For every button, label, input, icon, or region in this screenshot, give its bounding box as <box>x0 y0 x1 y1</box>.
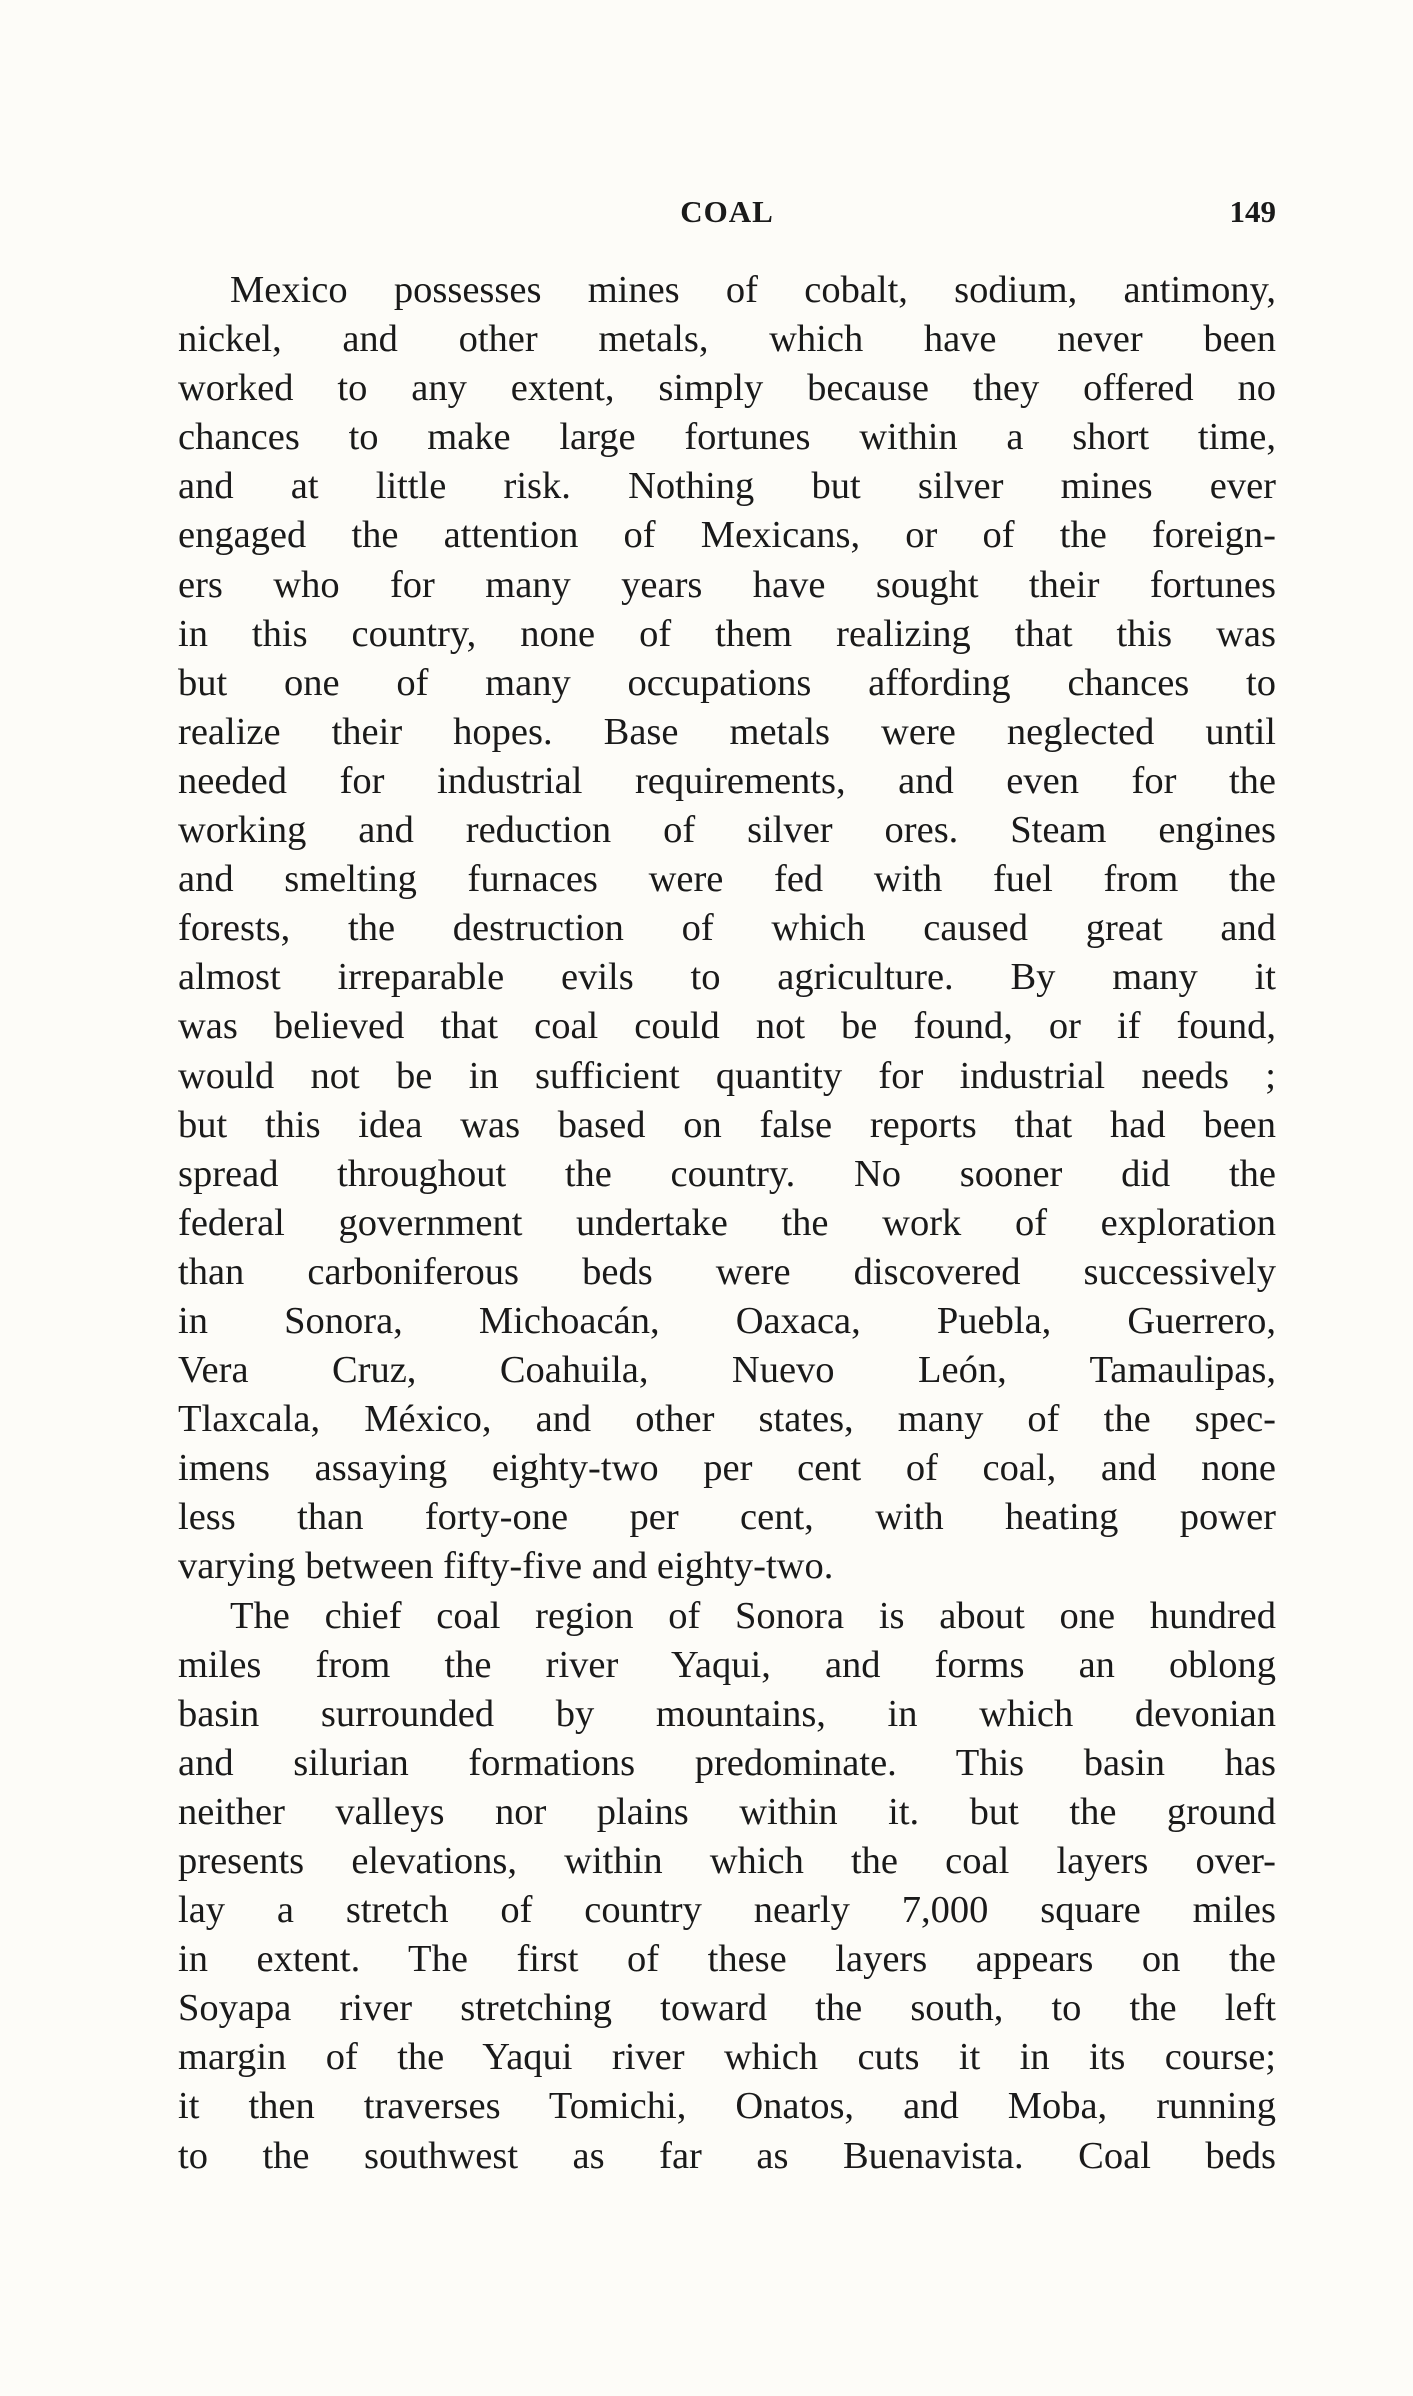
text-line: almost irreparable evils to agriculture. By many it <box>178 956 1276 999</box>
text-line: miles from the river Yaqui, and forms an oblong <box>178 1643 1276 1686</box>
paragraph-2 <box>178 1592 1276 2181</box>
text-line: realize their hopes. Base metals were neglected until <box>178 710 1276 753</box>
text-line: margin of the Yaqui river which cuts it in its course; <box>178 2036 1276 2079</box>
text-line: Vera Cruz, Coahuila, Nuevo León, Tamaulipas, <box>178 1349 1276 1392</box>
text-line: Soyapa river stretching toward the south, to the left <box>178 1987 1276 2030</box>
text-line: lay a stretch of country nearly 7,000 square miles <box>178 1889 1276 1932</box>
text-line: Tlaxcala, México, and other states, many of the spec- <box>178 1398 1276 1441</box>
page-number: 149 <box>1229 194 1276 229</box>
text-line: and smelting furnaces were fed with fuel from the <box>178 858 1276 901</box>
text-line: it then traverses Tomichi, Onatos, and Moba, running <box>178 2085 1276 2128</box>
text-line: but this idea was based on false reports that had been <box>178 1103 1276 1146</box>
text-line: working and reduction of silver ores. Steam engines <box>178 809 1276 852</box>
text-line: in this country, none of them realizing that this was <box>178 612 1276 655</box>
text-line: basin surrounded by mountains, in which devonian <box>178 1692 1276 1735</box>
text-line: The chief coal region of Sonora is about one hundred <box>230 1594 1276 1637</box>
text-line: engaged the attention of Mexicans, or of the foreign- <box>178 514 1276 557</box>
text-line: would not be in sufficient quantity for industrial needs ; <box>178 1054 1276 1097</box>
text-line: to the southwest as far as Buenavista. Coal beds <box>178 2134 1276 2177</box>
body-text <box>178 266 1276 2181</box>
text-line: spread throughout the country. No sooner did the <box>178 1152 1276 1195</box>
text-line: in Sonora, Michoacán, Oaxaca, Puebla, Guerrero, <box>178 1299 1276 1342</box>
paragraph-1 <box>178 266 1276 1592</box>
text-line: and at little risk. Nothing but silver mines ever <box>178 465 1276 508</box>
text-line: but one of many occupations affording chances to <box>178 661 1276 704</box>
text-line: varying between fifty-five and eighty-two. <box>178 1545 834 1588</box>
text-line: neither valleys nor plains within it. but the ground <box>178 1790 1276 1833</box>
text-line: worked to any extent, simply because they offered no <box>178 367 1276 410</box>
text-line: Mexico possesses mines of cobalt, sodium, antimony, <box>230 269 1276 311</box>
text-line: needed for industrial requirements, and even for the <box>178 759 1276 802</box>
text-line: ers who for many years have sought their fortunes <box>178 563 1276 606</box>
text-line: in extent. The first of these layers appears on the <box>178 1938 1276 1981</box>
text-line: forests, the destruction of which caused great and <box>178 907 1276 950</box>
text-line: federal government undertake the work of exploration <box>178 1201 1276 1244</box>
text-line: nickel, and other metals, which have never been <box>178 318 1276 361</box>
text-line: and silurian formations predominate. This basin has <box>178 1741 1276 1784</box>
running-head <box>178 186 1276 236</box>
text-line: was believed that coal could not be found, or if found, <box>178 1005 1276 1048</box>
text-line: imens assaying eighty-two per cent of coal, and none <box>178 1447 1276 1490</box>
text-line: less than forty-one per cent, with heating power <box>178 1496 1276 1539</box>
text-line: chances to make large fortunes within a short time, <box>178 416 1276 459</box>
text-line: than carboniferous beds were discovered successively <box>178 1250 1276 1293</box>
chapter-title: COAL <box>680 194 774 229</box>
text-line: presents elevations, within which the coal layers over- <box>178 1840 1276 1882</box>
